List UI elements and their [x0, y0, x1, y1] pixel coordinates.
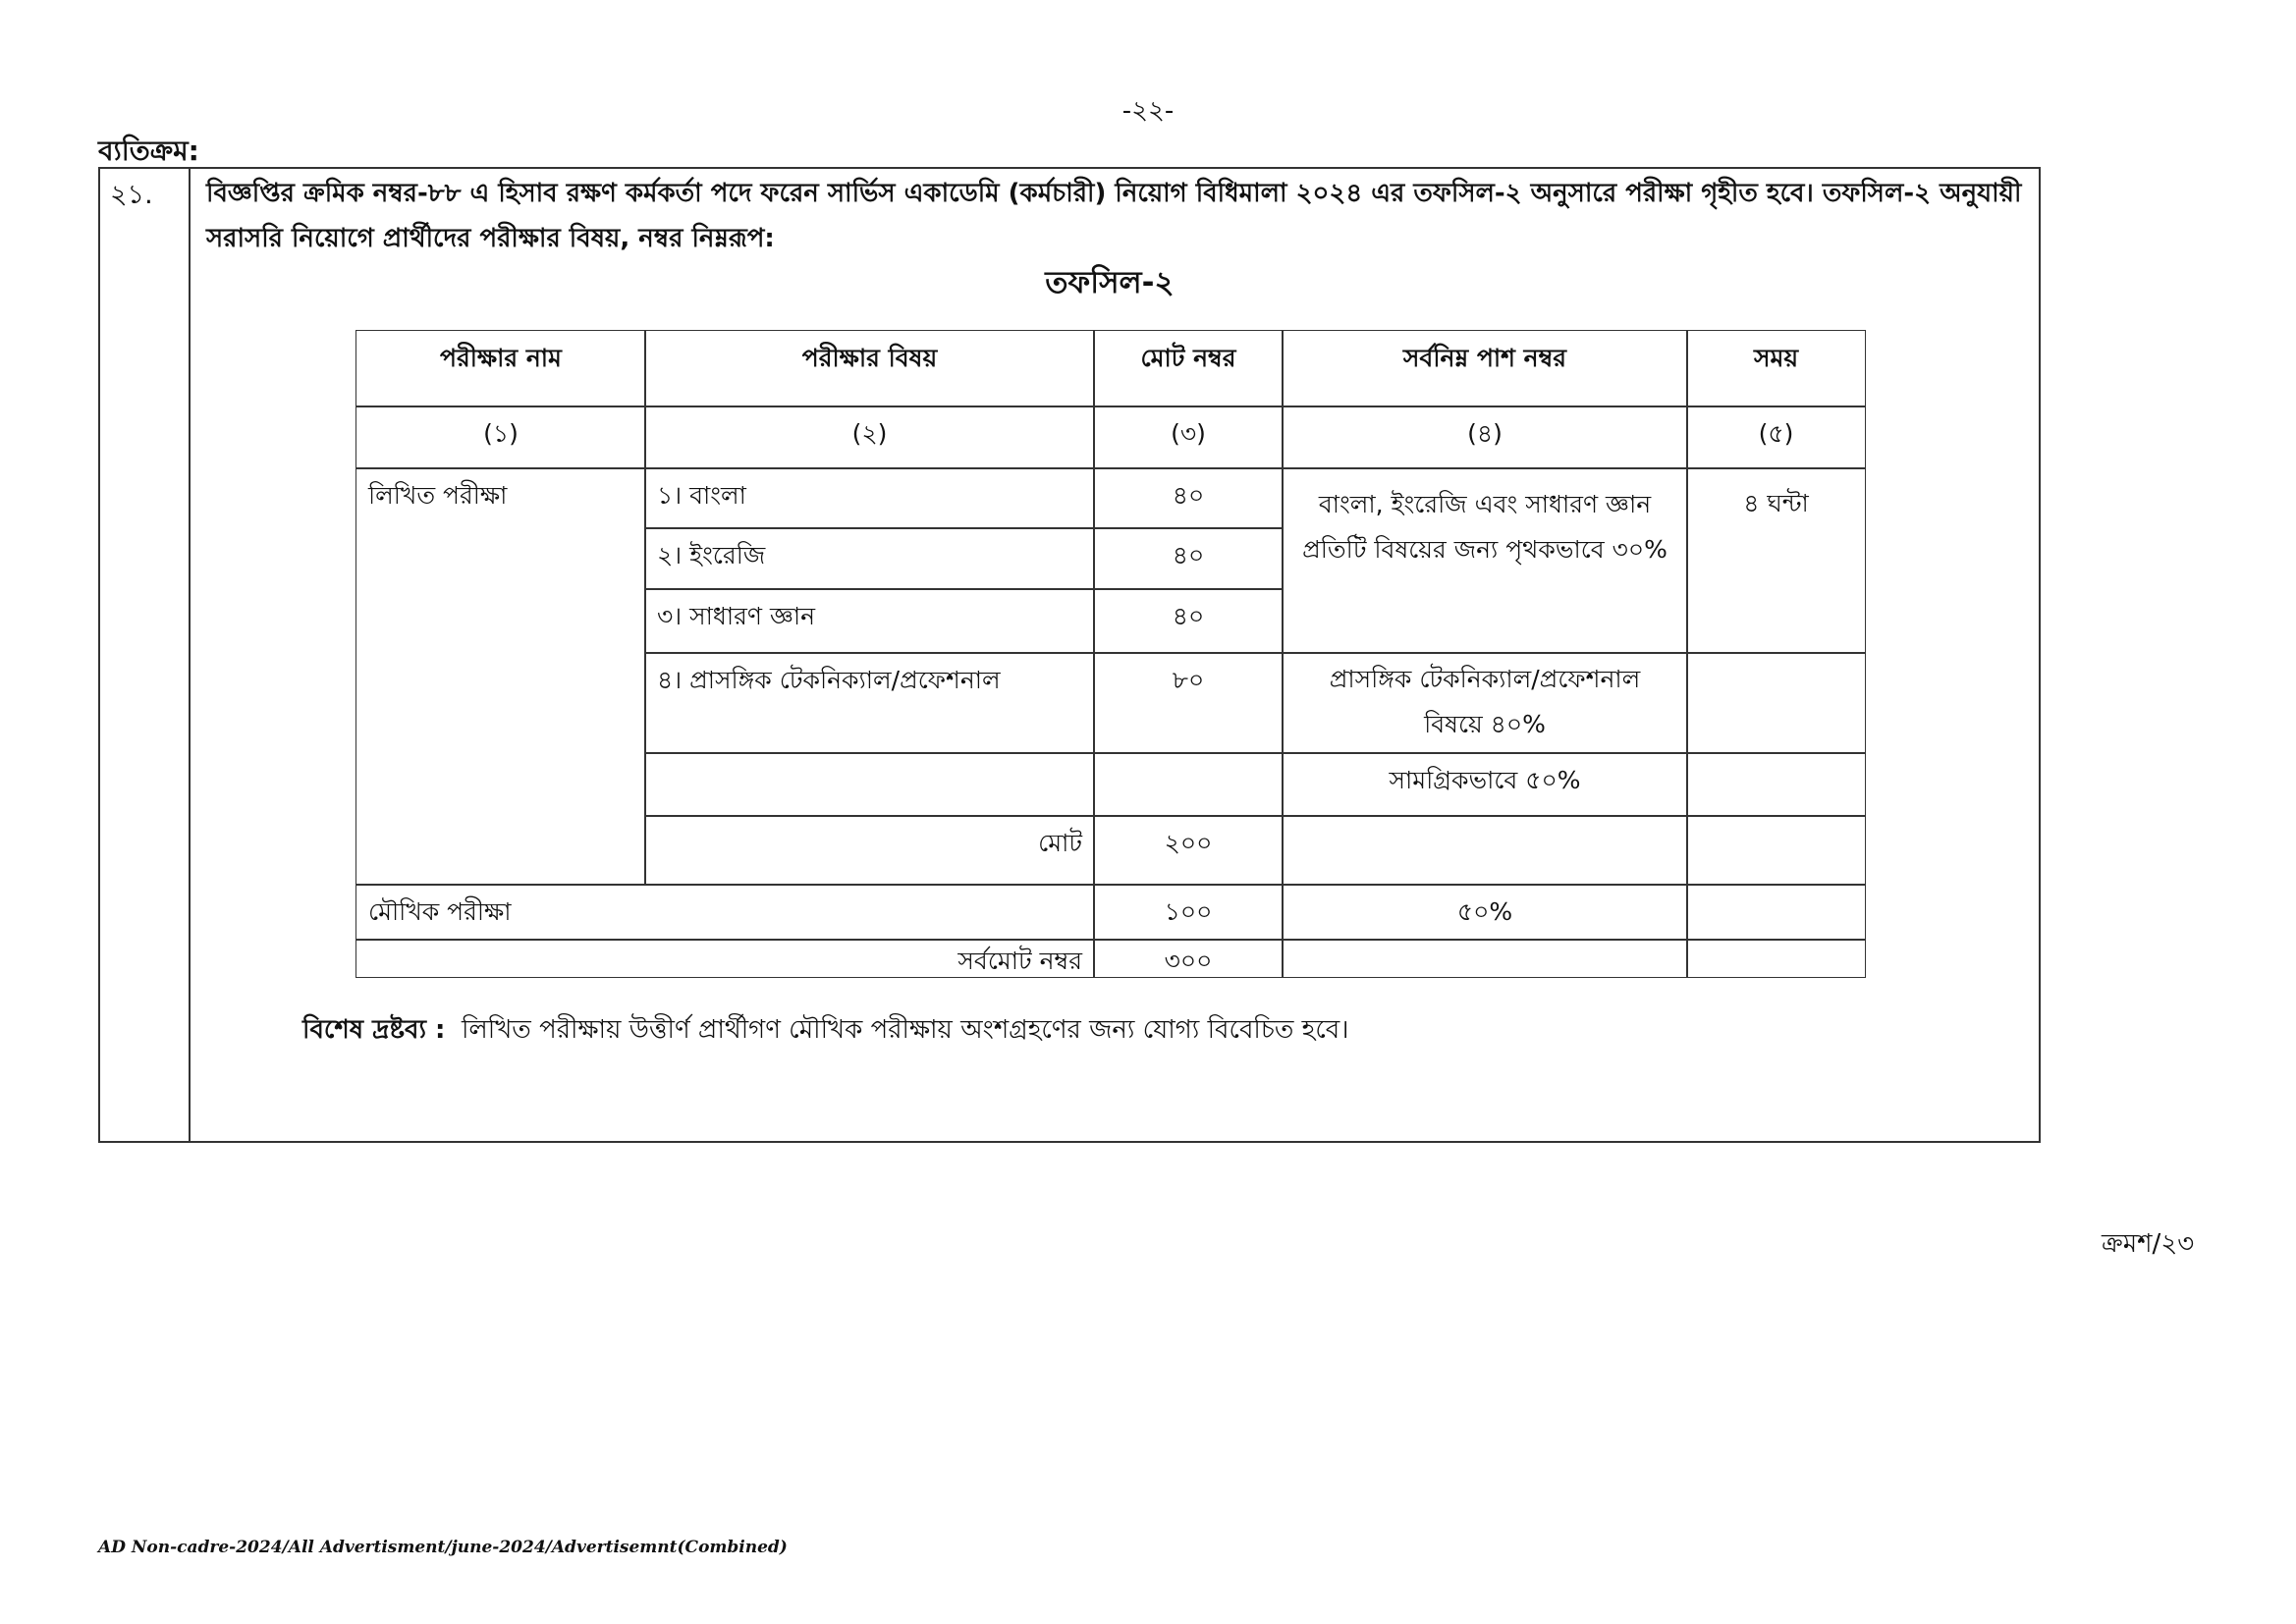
- header-total-marks: মোট নম্বর: [1093, 330, 1284, 407]
- total-label: মোট: [644, 815, 1095, 886]
- table-title: তফসিল-২: [1045, 265, 1175, 300]
- continued-marker: ক্রমশ/২৩: [2102, 1229, 2195, 1259]
- col-number-5: (৫): [1686, 406, 1866, 469]
- pass-general-cell: [1282, 467, 1688, 654]
- subject-english: ২। ইংরেজি: [644, 527, 1095, 590]
- special-note: [302, 1009, 1349, 1053]
- exam-table: [355, 330, 1866, 974]
- exception-heading: ব্যতিক্রম:: [98, 135, 199, 167]
- col-number-2: (২): [644, 406, 1095, 469]
- special-note-text: লিখিত পরীক্ষায় উত্তীর্ণ প্রার্থীগণ মৌখিক পরীক্ষায় অংশগ্রহণের জন্য যোগ্য বিবেচিত হবে।: [461, 1015, 1349, 1045]
- marks-general-knowledge: ৪০: [1093, 588, 1284, 654]
- viva-marks: ১০০: [1093, 884, 1284, 941]
- empty-time-cell-4: [1686, 884, 1866, 941]
- page-number: -২২-: [1121, 96, 1175, 126]
- empty-pass-cell-1: [1282, 815, 1688, 886]
- subject-bangla: ১। বাংলা: [644, 467, 1095, 529]
- serial-divider: [189, 167, 191, 1143]
- subject-technical: ৪। প্রাসঙ্গিক টেকনিক্যাল/প্রফেশনাল: [644, 652, 1095, 754]
- marks-technical: ৮০: [1093, 652, 1284, 754]
- col-number-3: (৩): [1093, 406, 1284, 469]
- header-min-pass: সর্বনিম্ন পাশ নম্বর: [1282, 330, 1688, 407]
- item-paragraph: বিজ্ঞপ্তির ক্রমিক নম্বর-৮৮ এ হিসাব রক্ষণ কর্মকর্তা পদে ফরেন সার্ভিস একাডেমি (কর্মচারী) নিয়োগ বিধিমালা ২০২৪ এর তফসিল-২ অনুসারে পরীক্ষা গৃহীত হবে। তফসিল-২ অনুযায়ী সরাসরি নিয়োগে প্রার্থীদের পরীক্ষার বিষয়, নম্বর নিম্নরূপ:: [206, 179, 2022, 253]
- empty-time-cell-2: [1686, 752, 1866, 817]
- footer-path: AD Non-cadre-2024/All Advertisment/june-2024/Advertisemnt(Combined): [98, 1538, 788, 1557]
- exam-time: ৪ ঘন্টা: [1686, 467, 1866, 654]
- col-number-1: (১): [355, 406, 646, 469]
- grand-total-label: সর্বমোট নম্বর: [355, 939, 1095, 978]
- viva-pass: ৫০%: [1282, 884, 1688, 941]
- empty-time-cell-5: [1686, 939, 1866, 978]
- pass-general-text: বাংলা, ইংরেজি এবং সাধারণ জ্ঞান প্রতিটি বিষয়ের জন্য পৃথকভাবে ৩০%: [1302, 490, 1667, 564]
- total-marks: ২০০: [1093, 815, 1284, 886]
- empty-pass-cell-2: [1282, 939, 1688, 978]
- marks-english: ৪০: [1093, 527, 1284, 590]
- item-serial: ২১.: [110, 180, 153, 210]
- empty-time-cell-3: [1686, 815, 1866, 886]
- empty-subject-cell: [644, 752, 1095, 817]
- col-number-4: (৪): [1282, 406, 1688, 469]
- viva-label: মৌখিক পরীক্ষা: [355, 884, 1095, 941]
- subject-general-knowledge: ৩। সাধারণ জ্ঞান: [644, 588, 1095, 654]
- empty-marks-cell: [1093, 752, 1284, 817]
- header-exam-subject: পরীক্ষার বিষয়: [644, 330, 1095, 407]
- header-exam-name: পরীক্ষার নাম: [355, 330, 646, 407]
- pass-technical: প্রাসঙ্গিক টেকনিক্যাল/প্রফেশনাল বিষয়ে ৪০%: [1282, 652, 1688, 754]
- grand-total-marks: ৩০০: [1093, 939, 1284, 978]
- special-note-label: বিশেষ দ্রষ্টব্য :: [302, 1015, 446, 1045]
- written-exam-label: লিখিত পরীক্ষা: [355, 467, 646, 886]
- empty-time-cell-1: [1686, 652, 1866, 754]
- header-time: সময়: [1686, 330, 1866, 407]
- pass-overall: সামগ্রিকভাবে ৫০%: [1282, 752, 1688, 817]
- marks-bangla: ৪০: [1093, 467, 1284, 529]
